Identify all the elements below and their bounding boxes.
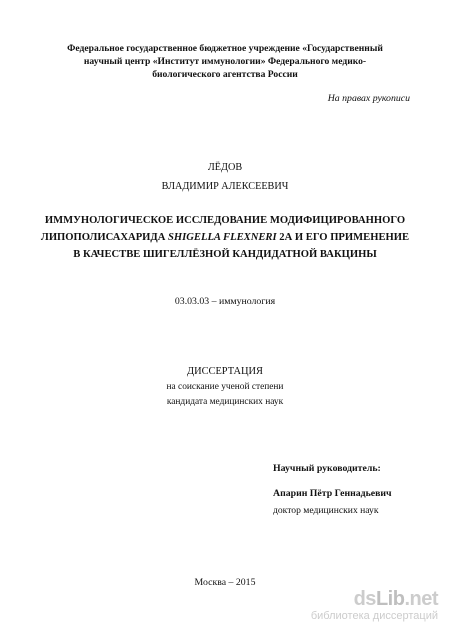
supervisor-degree: доктор медицинских наук [273,505,379,516]
institution-line: биологического агентства России [152,69,298,81]
institution-line: научный центр «Институт иммунологии» Федерального медико- [83,56,367,68]
dissertation-title [30,212,420,263]
title-line: В КАЧЕСТВЕ ШИГЕЛЛЁЗНОЙ КАНДИДАТНОЙ ВАКЦИНЫ [73,249,377,260]
title-species: SHIGELLA FLEXNERI [168,232,277,243]
author-given-names: ВЛАДИМИР АЛЕКСЕЕВИЧ [161,181,289,192]
dissertation-block [0,364,450,410]
logo-ds: ds [353,588,376,610]
author-surname: ЛЁДОВ [207,162,243,173]
degree-line: на соискание ученой степени [166,382,284,392]
title-line: ИММУНОЛОГИЧЕСКОЕ ИССЛЕДОВАНИЕ МОДИФИЦИРОВАННОГО [44,215,406,226]
institution-line: Федеральное государственное бюджетное учреждение «Государственный [67,43,383,54]
supervisor-label: Научный руководитель: [273,463,381,474]
dslib-logo [311,588,438,610]
degree-line: кандидата медицинских наук [166,397,284,407]
dissertation-heading: ДИССЕРТАЦИЯ [187,366,263,377]
dslib-watermark [311,588,438,622]
supervisor-name: Апарин Пётр Геннадьевич [273,488,392,499]
watermark-subtitle: библиотека диссертаций [310,610,438,622]
specialty-code: 03.03.03 – иммунология [174,296,276,307]
logo-net: .net [404,588,438,610]
title-text: 2А И ЕГО ПРИМЕНЕНИЕ [276,232,410,243]
rights-note: На правах рукописи [327,93,410,104]
logo-lib: Lib [375,588,405,610]
title-line [30,229,420,246]
title-text: ЛИПОПОЛИСАХАРИДА [40,232,168,243]
city-year: Москва – 2015 [194,577,256,588]
institution-block [40,42,410,82]
